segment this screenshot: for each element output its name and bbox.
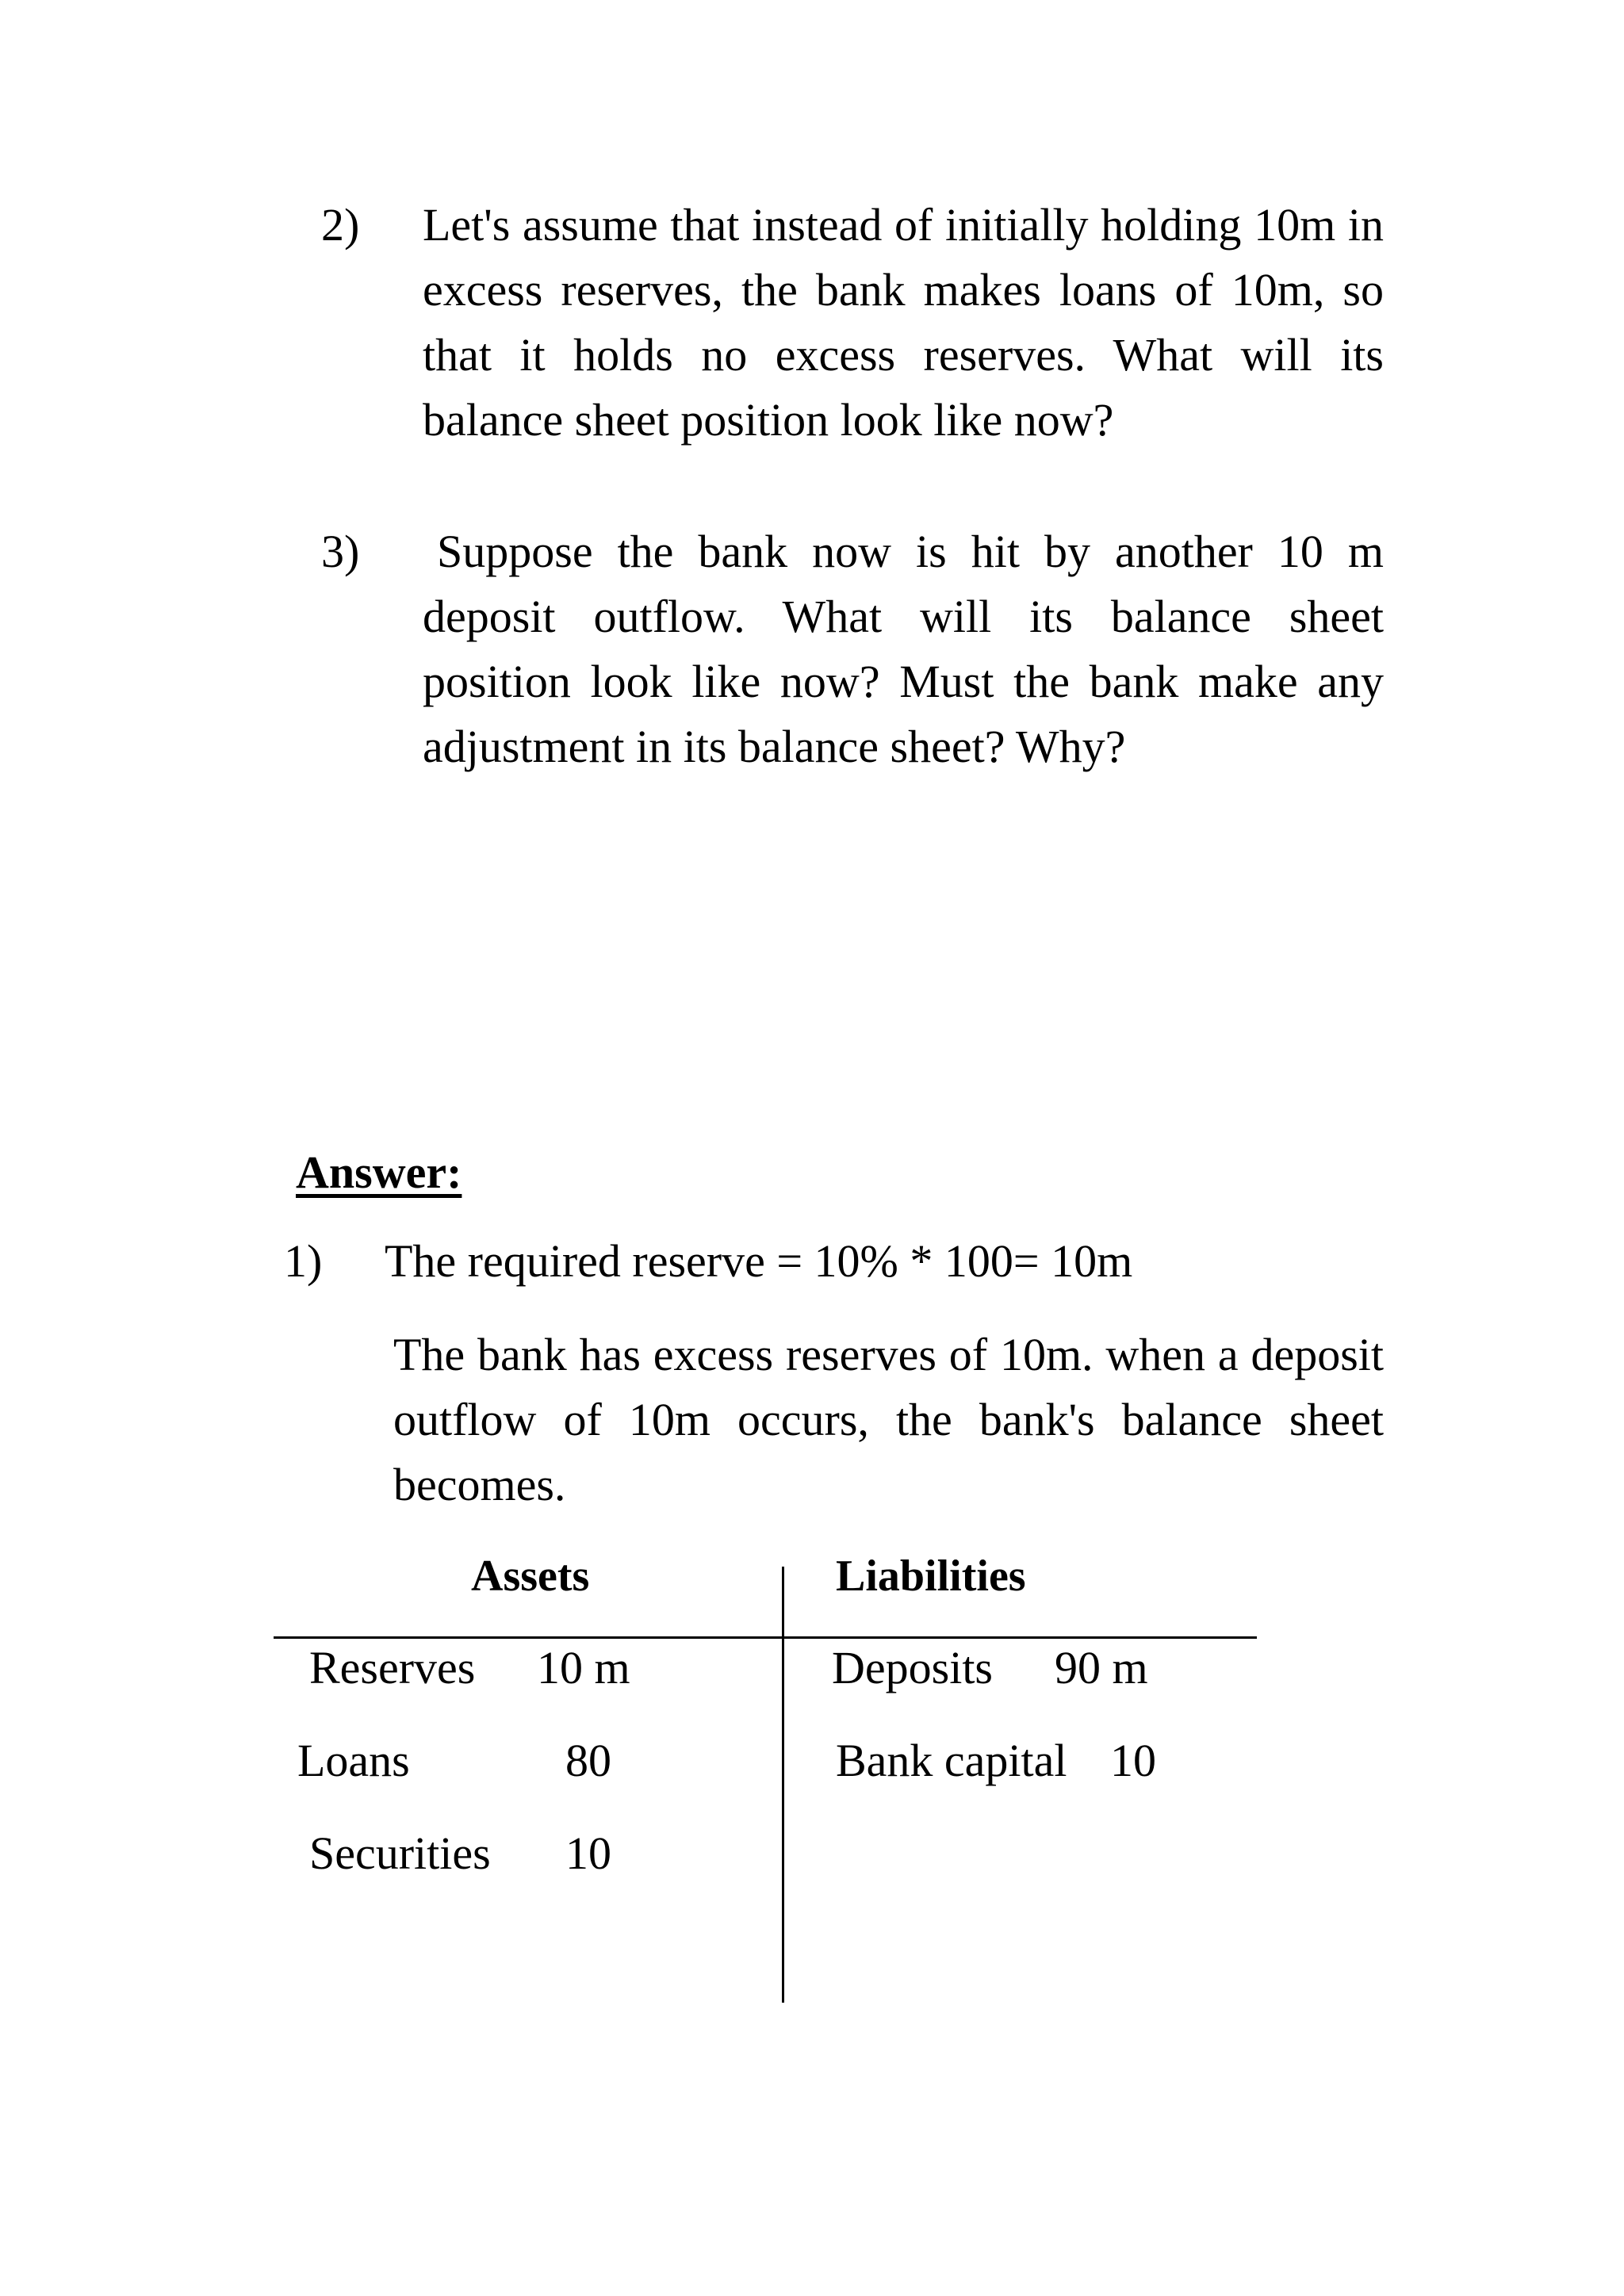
answer-1-number: 1) (284, 1235, 323, 1287)
required-reserve-text: The required reserve = 10% * 100= 10m (385, 1235, 1133, 1287)
liability-value-bank-capital: 10 (1110, 1735, 1156, 1786)
asset-label-reserves: Reserves (309, 1642, 476, 1693)
question-3-text: Suppose the bank now is hit by another 10 m deposit outflow. What will its balance sheet position look like now? Must the bank make any adjustment in its balance sheet? Why? (423, 526, 1384, 772)
liability-label-bank-capital: Bank capital (836, 1735, 1067, 1786)
assets-header: Assets (471, 1552, 590, 1601)
question-2-number: 2) (321, 199, 360, 251)
table-header-rule (274, 1636, 1257, 1639)
asset-value-reserves: 10 m (537, 1642, 630, 1693)
liabilities-header: Liabilities (836, 1552, 1026, 1601)
asset-label-loans: Loans (297, 1735, 410, 1786)
answer-heading: Answer: (296, 1146, 462, 1198)
asset-value-loans: 80 (565, 1735, 611, 1786)
liability-label-deposits: Deposits (832, 1642, 993, 1693)
asset-value-securities: 10 (565, 1827, 611, 1879)
answer-explanation: The bank has excess reserves of 10m. when a deposit outflow of 10m occurs, the bank's balance sheet becomes. (393, 1329, 1384, 1510)
question-2-text: Let's assume that instead of initially holding 10m in excess reserves, the bank makes loans of 10m, so that it holds no excess reserves. What will its balance sheet position look like now? (423, 199, 1384, 446)
question-3-number: 3) (321, 526, 360, 577)
asset-label-securities: Securities (309, 1827, 491, 1879)
liability-value-deposits: 90 m (1055, 1642, 1148, 1693)
table-center-rule (782, 1567, 784, 2003)
